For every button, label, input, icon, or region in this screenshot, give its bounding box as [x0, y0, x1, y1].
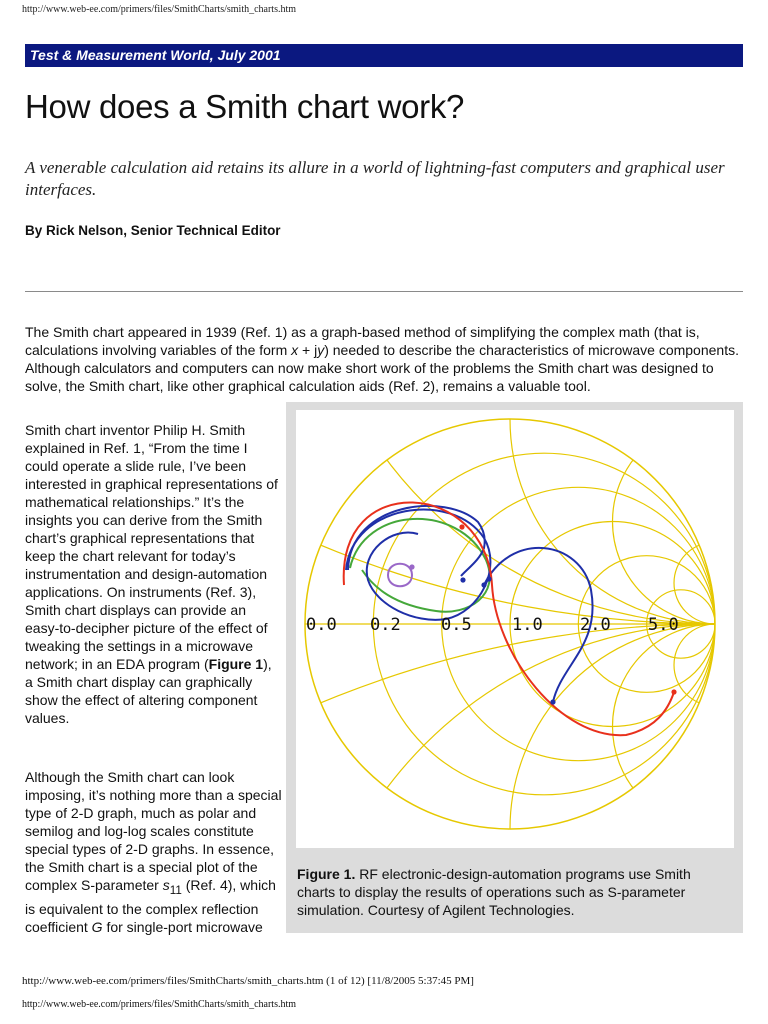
axis-label: 2.0	[580, 615, 611, 635]
trace-marker	[486, 576, 491, 581]
divider	[25, 291, 743, 292]
trace-marker	[481, 582, 486, 587]
para2-text-2: ), a Smith chart display can graphically show the effect of altering component values.	[25, 656, 272, 726]
publication-banner: Test & Measurement World, July 2001	[25, 44, 743, 67]
trace-green	[350, 519, 490, 612]
axis-label: 0.5	[441, 615, 472, 635]
byline: By Rick Nelson, Senior Technical Editor	[25, 223, 281, 238]
intro-text-mid: + j	[298, 342, 318, 358]
reactance-arc	[510, 410, 734, 624]
smith-chart-figure	[296, 410, 734, 848]
variable-x: x	[291, 342, 299, 358]
axis-label: 0.2	[370, 615, 401, 635]
para3-text-3: for single-port microwave	[102, 918, 263, 935]
intro-text-1: The Smith chart appeared in 1939 (Ref. 1) as a graph-based method of simplifying the complex math (that is, calculations involving variables of the form	[25, 324, 700, 358]
footer-url: http://www.web-ee.com/primers/files/SmithCharts/smith_charts.htm	[22, 999, 297, 1010]
para2-text-1: Smith chart inventor Philip H. Smith explained in Ref. 1, “From the time I could operate a slide rule, I’ve been interested in graphical representations of mathematical relationships.” It’s the insights you can derive from the Smith chart’s graphical representations that keep the chart relevant for today’s instrumentation and design-automation applications. On instruments (Ref. 3), Smith chart displays can provide an easy-to-decipher picture of the effect of tweaking the settings in a microwave network; in an EDA program (	[25, 422, 278, 672]
trace-marker	[550, 699, 555, 704]
intro-paragraph	[25, 323, 750, 395]
reactance-arc	[613, 624, 735, 829]
reactance-arc	[305, 624, 734, 848]
reactance-arc	[613, 419, 735, 624]
page-title: How does a Smith chart work?	[25, 88, 465, 125]
figure-1-reference: Figure 1	[208, 656, 264, 672]
axis-label: 5.0	[648, 615, 679, 635]
intro-text-2: ) needed to describe the characteristics of microwave components. Although calculators and computers can now make short work of the problems the Smith chart was designed to solve, the Smith chart, like other graphical calculation aids (Ref. 2), remains a valuable tool.	[25, 342, 739, 394]
figure-caption	[297, 865, 727, 919]
article-subtitle: A venerable calculation aid retains its allure in a world of lightning-fast computers and graphical user interfaces.	[25, 158, 725, 199]
smith-chart-axis-labels	[306, 615, 679, 635]
footer-page-info: http://www.web-ee.com/primers/files/SmithCharts/smith_charts.htm (1 of 12) [11/8/2005 5:37:45 PM]	[22, 975, 474, 987]
trace-marker	[671, 689, 676, 694]
smith-chart-graphic	[296, 410, 734, 848]
para3-text-1: Although the Smith chart can look imposing, it’s nothing more than a special type of 2-D graph, much as polar and semilog and log-log scales constitute special types of 2-D graphs. In essence, the Smith chart is a special plot of the complex S-parameter	[25, 769, 282, 893]
caption-text: RF electronic-design-automation programs use Smith charts to display the results of operations such as S-parameter simulation. Courtesy of Agilent Technologies.	[297, 866, 691, 918]
reflection-coefficient-symbol: G	[91, 918, 103, 935]
trace-marker	[409, 564, 414, 569]
axis-label: 0.0	[306, 615, 337, 635]
header-url: http://www.web-ee.com/primers/files/SmithCharts/smith_charts.htm	[22, 4, 297, 15]
reactance-arc	[674, 624, 734, 706]
variable-y: y	[317, 342, 325, 358]
s-parameter-subscript: 11	[169, 883, 182, 897]
reactance-arc	[674, 542, 734, 624]
trace-marker	[459, 524, 464, 529]
s-parameter-symbol: s	[162, 877, 170, 893]
axis-label: 1.0	[512, 615, 543, 635]
para3-text-2: (Ref. 4), which is equivalent to the complex reflection coefficient	[25, 877, 276, 935]
body-paragraph-2	[25, 421, 283, 727]
trace-marker	[460, 577, 465, 582]
body-paragraph-3	[25, 768, 283, 936]
caption-label: Figure 1.	[297, 866, 356, 882]
